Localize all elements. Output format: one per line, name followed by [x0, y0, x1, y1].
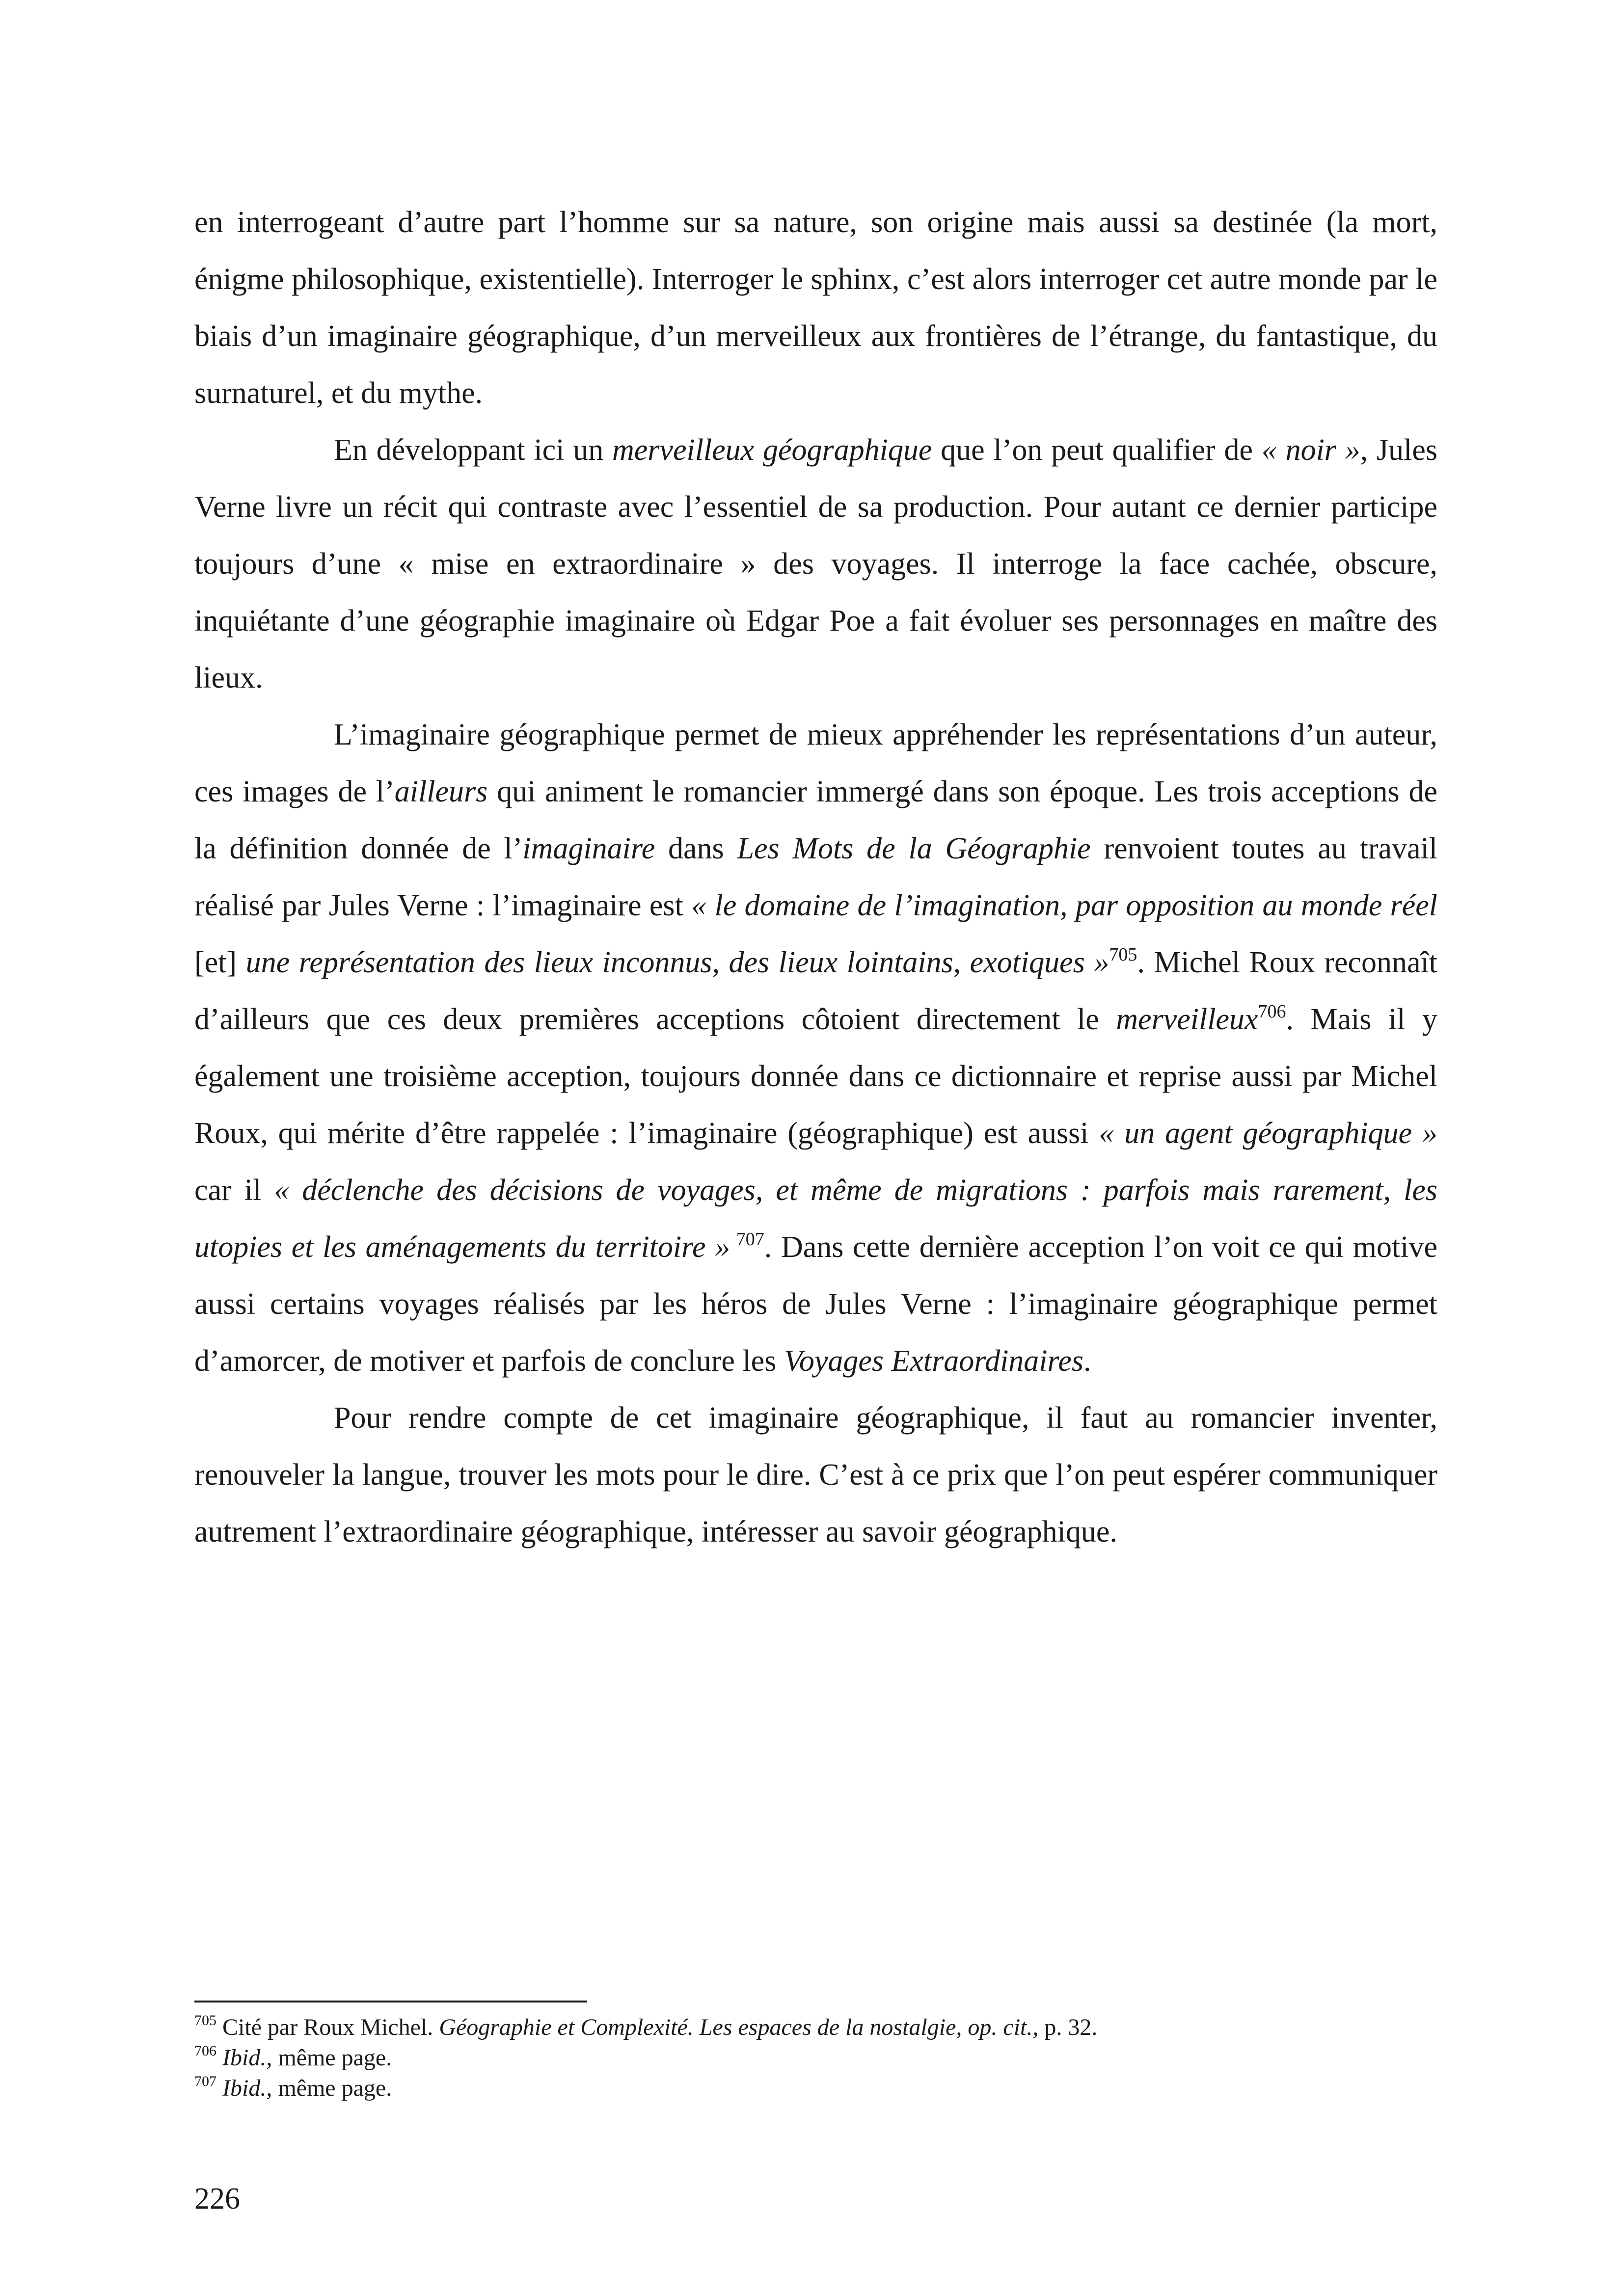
- text-run: même page.: [272, 2045, 392, 2071]
- text-run: renvoient toutes au travail réalisé par Jules Verne : l’imaginaire est: [194, 832, 1437, 922]
- text-run: . Mais il y également une troisième acception, toujours donnée dans ce dictionnaire et reprise aussi par Michel Roux, qui mérite d’être rappelée : l’imaginaire (géographique) est aussi: [194, 1003, 1437, 1150]
- italic-run: « déclenche des décisions de voyages, et même de migrations : parfois mais rarement, les utopies et les aménagements du territoire »: [194, 1174, 1437, 1264]
- italic-run: une représentation des lieux inconnus, des lieux lointains, exotiques »: [245, 946, 1109, 979]
- text-run: Cité par Roux Michel.: [216, 2014, 439, 2040]
- text-run: En développant ici un: [334, 433, 613, 467]
- italic-run: Les Mots de la Géographie: [737, 832, 1091, 865]
- text-run: que l’on peut qualifier de: [932, 433, 1262, 467]
- italic-run: « noir »: [1261, 433, 1360, 467]
- text-run: même page.: [272, 2075, 392, 2101]
- footnote-707: [194, 2073, 1437, 2104]
- italic-run: merveilleux géographique: [612, 433, 932, 467]
- text-run: dans: [655, 832, 737, 865]
- text-run: . Michel Roux reconnaît d’ailleurs que ces deux premières acceptions côtoient directement le: [194, 946, 1438, 1036]
- text-run: [216, 2075, 222, 2101]
- italic-run: Voyages Extraordinaires: [784, 1344, 1083, 1378]
- italic-run: ailleurs: [394, 775, 488, 808]
- italic-run: merveilleux: [1116, 1003, 1258, 1036]
- footnote-ref-706[interactable]: 706: [1258, 1001, 1286, 1022]
- italic-run: Géographie et Complexité. Les espaces de la nostalgie, op. cit.,: [439, 2014, 1039, 2040]
- paragraph-4: Pour rendre compte de cet imaginaire géographique, il faut au romancier inventer, renouveler la langue, trouver les mots pour le dire. C’est à ce prix que l’on peut espérer communiquer autrement l’extraordinaire géographique, intéresser au savoir géographique.: [194, 1401, 1437, 1548]
- text-run: qui animent le romancier immergé dans son époque. Les trois acceptions de la définition donnée de l’: [194, 775, 1438, 865]
- paragraph-3: [194, 706, 1437, 1389]
- italic-run: « un agent géographique »: [1099, 1117, 1437, 1150]
- footnote-ref-705[interactable]: 705: [1109, 944, 1137, 965]
- italic-run: « le domaine de l’imagination, par opposition au monde réel: [691, 889, 1437, 922]
- footnotes: [194, 2012, 1437, 2104]
- text-run: .: [1083, 1344, 1091, 1378]
- text-run: [216, 2045, 222, 2071]
- text-run: L’imaginaire géographique permet de mieux appréhender les représentations d’un auteur, ces images de l’: [194, 718, 1437, 808]
- paragraph-2: [194, 422, 1437, 706]
- footnote-706: [194, 2043, 1437, 2073]
- footnote-divider: [194, 2001, 587, 2002]
- footnote-705: [194, 2012, 1437, 2043]
- paragraph-1: en interrogeant d’autre part l’homme sur sa nature, son origine mais aussi sa destinée (la mort, énigme philosophique, existentielle). Interroger le sphinx, c’est alors interroger cet autre monde par le biais d’un imaginaire géographique, d’un merveilleux aux frontières de l’étrange, du fantastique, du surnaturel, et du mythe.: [194, 206, 1437, 410]
- italic-run: Ibid.,: [222, 2075, 272, 2101]
- footnote-number: 706: [194, 2043, 216, 2059]
- text-run: [et]: [194, 946, 246, 979]
- body-text: [194, 194, 1437, 1560]
- footnote-ref-707[interactable]: 707: [730, 1229, 764, 1250]
- text-run: , Jules Verne livre un récit qui contraste avec l’essentiel de sa production. Pour autant ce dernier participe toujours d’une « mise en extraordinaire » des voyages. Il interroge la face cachée, obscure, inquiétante d’une géographie imaginaire où Edgar Poe a fait évoluer ses personnages en maître des lieux.: [194, 433, 1438, 694]
- text-run: car il: [194, 1174, 274, 1207]
- footnote-number: 707: [194, 2073, 216, 2089]
- page-number: 226: [194, 2182, 240, 2216]
- text-run: p. 32.: [1038, 2014, 1098, 2040]
- italic-run: Ibid.,: [222, 2045, 272, 2071]
- text-run: . Dans cette dernière acception l’on voit ce qui motive aussi certains voyages réalisés par les héros de Jules Verne : l’imaginaire géographique permet d’amorcer, de motiver et parfois de conclure les: [194, 1230, 1438, 1378]
- italic-run: imaginaire: [522, 832, 655, 865]
- footnote-number: 705: [194, 2012, 216, 2029]
